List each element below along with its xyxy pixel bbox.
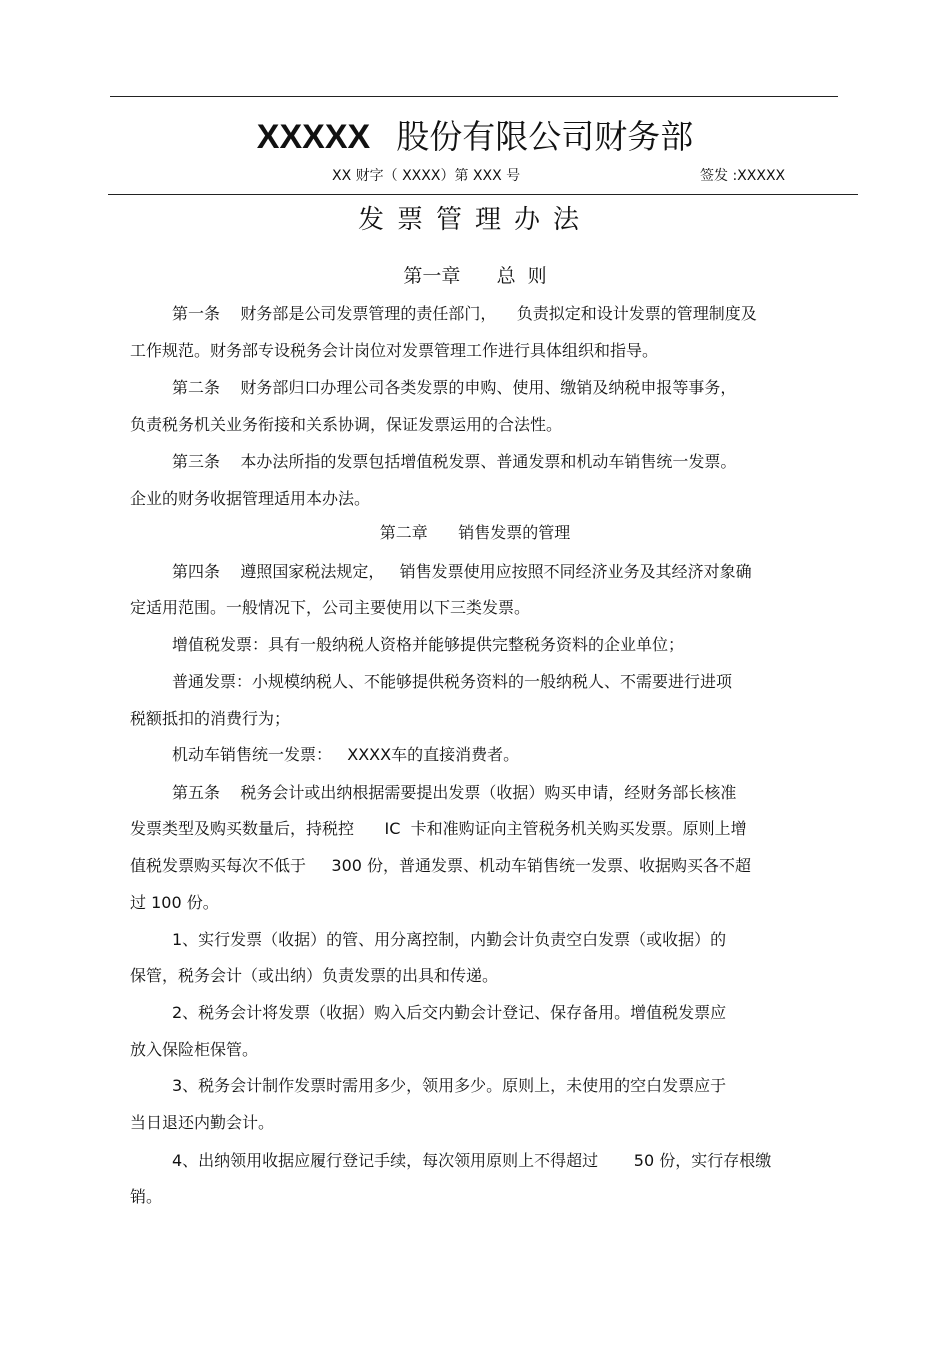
- paragraph-line: 第五条 税务会计或出纳根据需要提出发票（收据）购买申请，经财务部长核准: [172, 783, 737, 802]
- organization-code: XXXXX: [256, 118, 371, 156]
- paragraph-line: 企业的财务收据管理适用本办法。: [130, 489, 371, 508]
- paragraph-line: 增值税发票：具有一般纳税人资格并能够提供完整税务资料的企业单位；: [172, 635, 685, 654]
- chapter-heading-1: 第一章 总 则: [403, 265, 547, 287]
- paragraph-line: 值税发票购买每次不低于 300 份，普通发票、机动车销售统一发票、收据购买各不超: [130, 856, 752, 875]
- paragraph-line: 第三条 本办法所指的发票包括增值税发票、普通发票和机动车销售统一发票。: [172, 452, 737, 471]
- paragraph-line: 过 100 份。: [130, 893, 219, 912]
- paragraph-line: 4、出纳领用收据应履行登记手续，每次领用原则上不得超过 50 份，实行存根缴: [172, 1151, 772, 1170]
- paragraph-line: 1、实行发票（收据）的管、用分离控制，内勤会计负责空白发票（或收据）的: [172, 930, 727, 949]
- chapter-heading-2: 第二章 销售发票的管理: [379, 523, 571, 542]
- paragraph-line: 第四条 遵照国家税法规定， 销售发票使用应按照不同经济业务及其经济对象确: [172, 562, 752, 581]
- issuer-signature: 签发 :XXXXX: [700, 168, 786, 184]
- paragraph-line: 第一条 财务部是公司发票管理的责任部门， 负责拟定和设计发票的管理制度及: [172, 304, 757, 323]
- organization-name: 股份有限公司财务部: [396, 117, 694, 156]
- paragraph-line: 第二条 财务部归口办理公司各类发票的申购、使用、缴销及纳税申报等事务，: [172, 378, 737, 397]
- organization-title: [0, 114, 950, 160]
- paragraph-line: 定适用范围。一般情况下，公司主要使用以下三类发票。: [130, 598, 531, 617]
- paragraph-line: 工作规范。财务部专设税务会计岗位对发票管理工作进行具体组织和指导。: [130, 341, 659, 360]
- document-number: XX 财字（ XXXX）第 XXX 号: [332, 168, 521, 184]
- paragraph-line: 2、税务会计将发票（收据）购入后交内勤会计登记、保存备用。增值税发票应: [172, 1003, 727, 1022]
- document-title: 发票管理办法: [357, 205, 592, 235]
- paragraph-line: 税额抵扣的消费行为；: [130, 709, 291, 728]
- paragraph-line: 机动车销售统一发票： XXXX车的直接消费者。: [172, 745, 520, 764]
- paragraph-line: 负责税务机关业务衔接和关系协调，保证发票运用的合法性。: [130, 415, 563, 434]
- paragraph-line: 发票类型及购买数量后，持税控 IC 卡和准购证向主管税务机关购买发票。原则上增: [130, 819, 747, 838]
- paragraph-line: 保管，税务会计（或出纳）负责发票的出具和传递。: [130, 966, 499, 985]
- paragraph-line: 普通发票：小规模纳税人、不能够提供税务资料的一般纳税人、不需要进行进项: [172, 672, 733, 691]
- header-top-rule: [110, 96, 838, 97]
- paragraph-line: 当日退还内勤会计。: [130, 1113, 275, 1132]
- paragraph-line: 3、税务会计制作发票时需用多少，领用多少。原则上，未使用的空白发票应于: [172, 1076, 727, 1095]
- paragraph-line: 放入保险柜保管。: [130, 1040, 259, 1059]
- paragraph-line: 销。: [130, 1187, 163, 1206]
- header-bottom-rule: [108, 194, 858, 195]
